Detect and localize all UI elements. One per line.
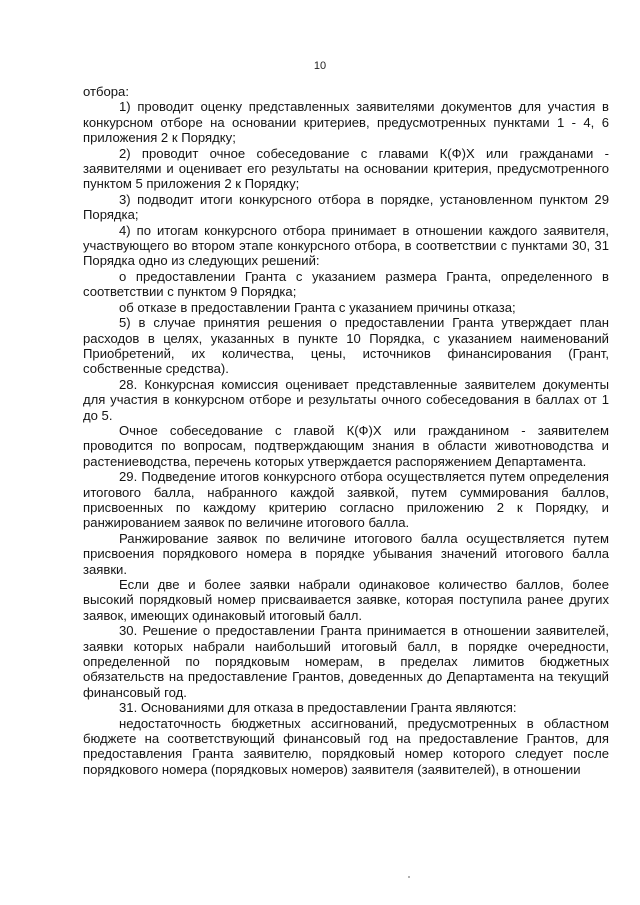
paragraph: отбора:: [83, 84, 129, 99]
page-number: 10: [313, 60, 327, 72]
paragraph: Очное собеседование с главой К(Ф)Х или гражданином - заявителем проводится по вопросам, подтверждающим знания в области животноводства и растениеводства, перечень которых утверждается распоряжением Департамента.: [83, 422, 609, 469]
paragraph: о предоставлении Гранта с указанием размера Гранта, определенного в соответствии с пунктом 9 Порядка;: [83, 268, 609, 300]
paragraph: 1) проводит оценку представленных заявителями документов для участия в конкурсном отборе на основании критериев, предусмотренных пунктами 1 - 4, 6 приложения 2 к Порядку;: [83, 99, 609, 146]
paragraph: 4) по итогам конкурсного отбора принимает в отношении каждого заявителя, участвующего во втором этапе конкурсного отбора, в соответствии с пунктами 30, 31 Порядка одно из следующих решений:: [83, 222, 609, 269]
paragraph: Ранжирование заявок по величине итогового балла осуществляется путем присвоения порядкового номера в порядке убывания значений итогового балла заявки.: [83, 530, 609, 577]
scan-speck: [408, 876, 410, 878]
paragraph: 29. Подведение итогов конкурсного отбора осуществляется путем определения итогового балла, набранного каждой заявкой, путем суммирования баллов, присвоенных по каждому критерию согласно приложению 2 к Порядку, и ранжированием заявок по величине итогового балла.: [83, 469, 609, 531]
paragraph: недостаточность бюджетных ассигнований, предусмотренных в областном бюджете на соответствующий финансовый год на предоставление Грантов, для предоставления Гранта заявителю, порядковый номер которого следует после порядкового номера (порядковых номеров) заявителя (заявителей), в отношении: [83, 715, 609, 777]
paragraph: 5) в случае принятия решения о предоставлении Гранта утверждает план расходов в целях, указанных в пункте 10 Порядка, с указанием наименований Приобретений, их количества, цены, источников финансирования (Грант, собственные средства).: [83, 315, 609, 377]
paragraph: 31. Основаниями для отказа в предоставлении Гранта являются:: [119, 700, 517, 716]
paragraph: Если две и более заявки набрали одинаковое количество баллов, более высокий порядковый номер присваивается заявке, которая поступила ранее других заявок, имеющих одинаковый итоговый балл.: [83, 577, 609, 623]
paragraph: 30. Решение о предоставлении Гранта принимается в отношении заявителей, заявки которых набрали наибольший итоговый балл, в порядке очередности, определенной по порядковым номерам, в пределах лимитов бюджетных обязательств на предоставление Грантов, доведенных до Департамента на текущий финансовый год.: [83, 623, 609, 700]
paragraph: об отказе в предоставлении Гранта с указанием причины отказа;: [119, 299, 516, 315]
paragraph: 2) проводит очное собеседование с главами К(Ф)Х или гражданами - заявителями и оценивает его результаты на основании критерия, предусмотренного пунктом 5 приложения 2 к Порядку;: [83, 145, 609, 192]
document-body: [83, 84, 609, 777]
paragraph: 3) подводит итоги конкурсного отбора в порядке, установленном пунктом 29 Порядка;: [83, 191, 609, 223]
paragraph: 28. Конкурсная комиссия оценивает представленные заявителем документы для участия в конкурсном отборе и результаты очного собеседования в баллах от 1 до 5.: [83, 376, 609, 423]
